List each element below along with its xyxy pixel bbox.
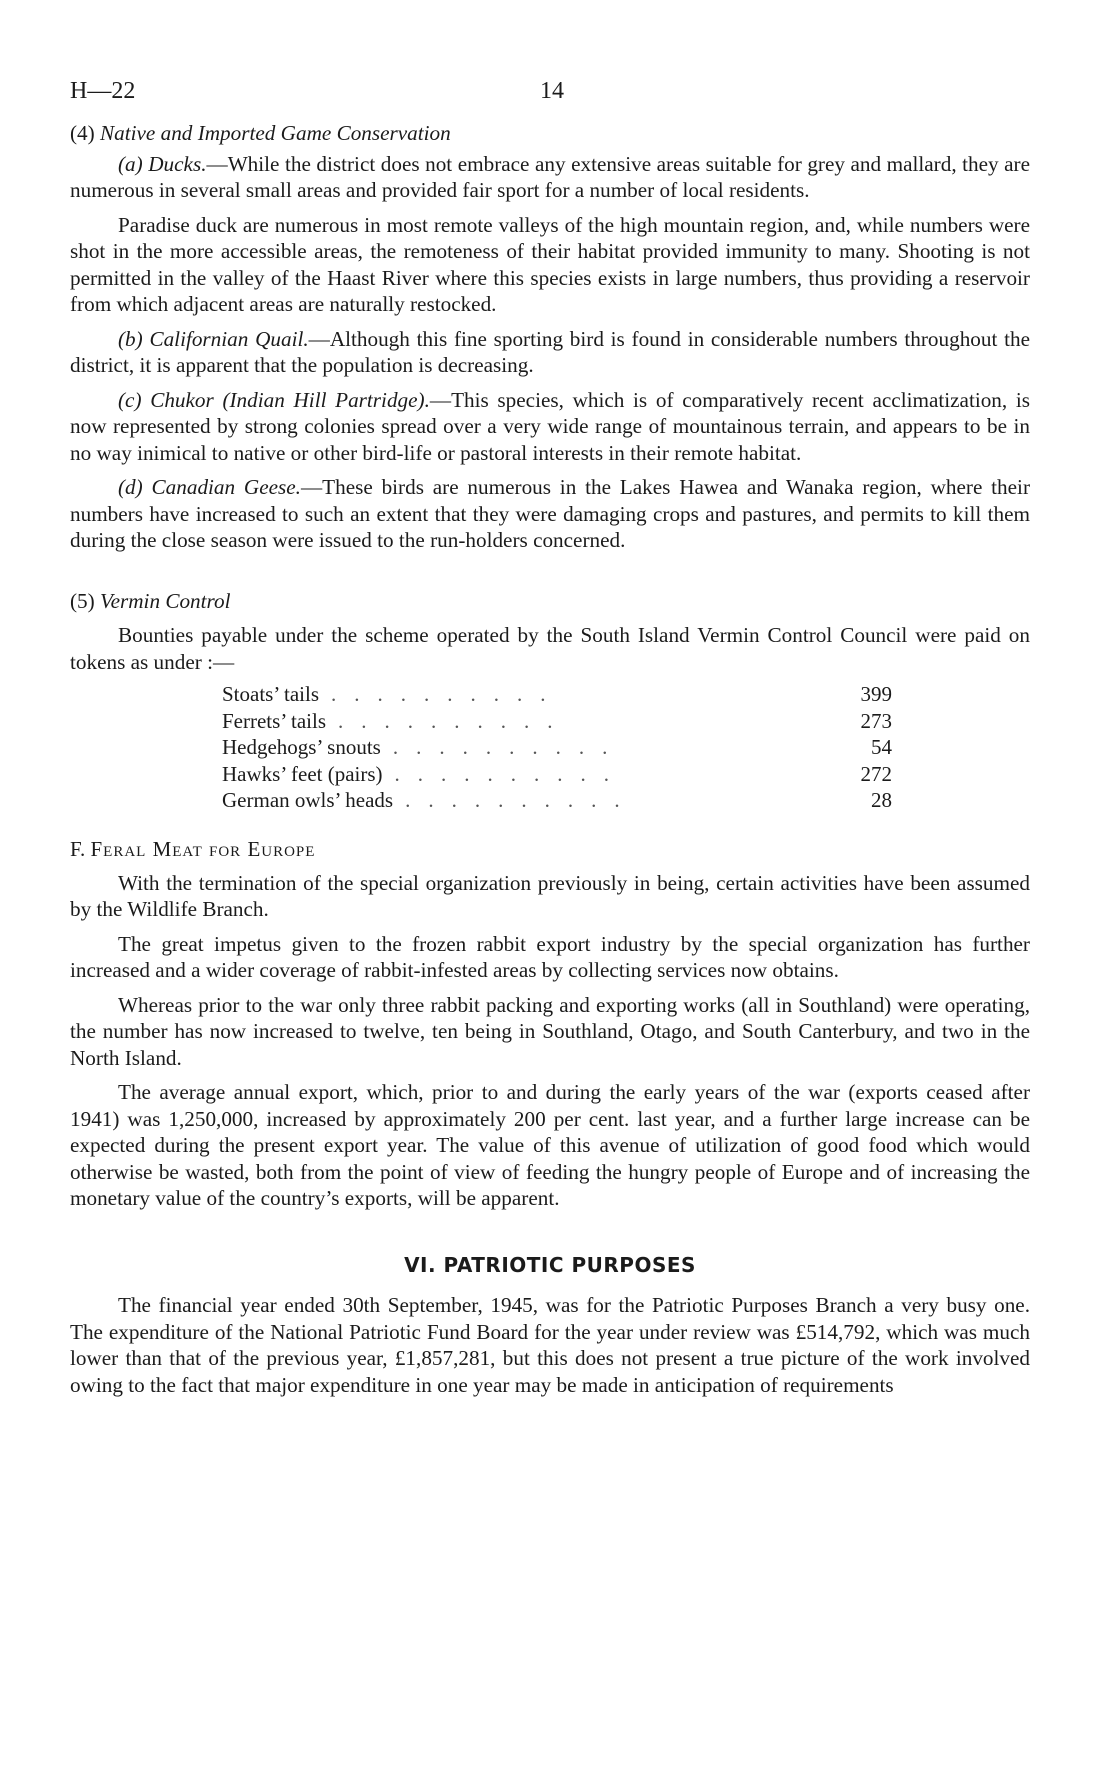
list-item: [222, 681, 892, 708]
page-number: 14: [540, 78, 564, 104]
item-title: Californian Quail.: [149, 326, 309, 351]
item-text: —Although this fine sporting bird is found in considerable numbers throughout the district, it is apparent that the population is decreasing.: [70, 326, 1030, 377]
page-header: [70, 78, 1030, 112]
item-text: —While the district does not embrace any extensive areas suitable for grey and mallard, they are numerous in several small areas and provided fair sport for a number of local residents.: [70, 151, 1031, 202]
item-label: (c): [118, 387, 142, 412]
patriotic-paragraph: The financial year ended 30th September, 1945, was for the Patriotic Purposes Branch a very busy one. The expenditure of the National Patriotic Fund Board for the year under review was £514,792, which was much lower than that of the previous year, £1,857,281, but this does not present a true picture of the work involved owing to the fact that major expenditure in one year may be made in anticipation of requirements: [70, 1293, 1030, 1397]
token-count: 273: [860, 708, 892, 733]
token-label: Ferrets’ tails: [222, 708, 326, 733]
leader-dots: ..........: [392, 735, 626, 759]
item-label: (b): [118, 326, 143, 351]
feral-meat-heading: [70, 836, 1030, 862]
body-text: [70, 120, 1030, 1398]
item-label: (d): [118, 475, 143, 499]
ducks-paragraph: [70, 151, 1030, 204]
chukor-paragraph: [70, 387, 1030, 467]
vermin-control-heading: [70, 588, 1030, 615]
item-title: Canadian Geese.: [151, 475, 301, 499]
token-count: 272: [860, 761, 892, 786]
heading-letter: F.: [70, 836, 86, 861]
item-text: —This species, which is of comparatively recent acclimatization, is now represented by strong colonies spread over a very wide range of mountainous terrain, and appears to be in no way inimical to native or other bird-life or pastoral interests in their remote habitat.: [70, 387, 1031, 465]
token-label: Hedgehogs’ snouts: [222, 735, 381, 759]
feral-paragraph: Whereas prior to the war only three rabbit packing and exporting works (all in Southland) were operating, the number has now increased to twelve, ten being in Southland, Otago, and South Canterbury, and two in the North Island.: [70, 992, 1030, 1070]
token-count: 28: [871, 788, 892, 812]
leader-dots: ..........: [394, 761, 628, 786]
item-title: Chukor (Indian Hill Partridge).: [150, 387, 430, 412]
heading-number: (4): [70, 121, 95, 145]
feral-paragraph: The average annual export, which, prior to and during the early years of the war (exports ceased after 1941) was 1,250,000, increased by approximately 200 per cent. last year, and a further large increase can be expected during the present export year. The value of this avenue of utilization of good food which would otherwise be wasted, both from the point of view of feeding the hungry people of Europe and of increasing the monetary value of the country’s exports, will be apparent.: [70, 1080, 1030, 1210]
item-title: Ducks.: [148, 151, 207, 176]
leader-dots: ..........: [405, 788, 638, 812]
list-item: [222, 761, 892, 788]
vermin-intro-paragraph: Bounties payable under the scheme operated by the South Island Vermin Control Council were paid on tokens as under :—: [70, 623, 1030, 674]
token-count: 399: [860, 682, 892, 706]
bounty-token-list: [222, 681, 892, 814]
leader-dots: ..........: [331, 682, 564, 706]
list-item: [222, 708, 892, 735]
item-text: —These birds are numerous in the Lakes Hawea and Wanaka region, where their numbers have increased to such an extent that they were damaging crops and pastures, and permits to kill them during the close season were issued to the run-holders concerned.: [70, 475, 1030, 552]
patriotic-purposes-title: VI. PATRIOTIC PURPOSES: [404, 1252, 696, 1277]
game-conservation-heading: [70, 120, 1030, 147]
token-count: 54: [871, 735, 892, 759]
token-label: Stoats’ tails: [222, 682, 320, 706]
item-label: (a): [118, 151, 143, 176]
feral-paragraph: The great impetus given to the frozen rabbit export industry by the special organization has further increased and a wider coverage of rabbit-infested areas by collecting services now obtains.: [70, 931, 1030, 982]
heading-number: (5): [70, 588, 95, 613]
token-label: German owls’ heads: [222, 788, 394, 812]
leader-dots: ..........: [338, 708, 571, 733]
list-item: [222, 734, 892, 761]
list-item: [222, 787, 892, 814]
paradise-duck-paragraph: Paradise duck are numerous in most remote valleys of the high mountain region, and, while numbers were shot in the more accessible areas, the remoteness of their habitat provided immunity to many. Shooting is not permitted in the valley of the Haast River where this species exists in large numbers, thus providing a reservoir from which adjacent areas are naturally restocked.: [70, 212, 1030, 316]
report-code: H—22: [70, 78, 136, 104]
heading-title: Native and Imported Game Conservation: [100, 121, 451, 145]
token-label: Hawks’ feet (pairs): [222, 761, 383, 786]
heading-title: Feral Meat for Europe: [90, 836, 316, 861]
feral-paragraph: With the termination of the special organization previously in being, certain activities have been assumed by the Wildlife Branch.: [70, 870, 1030, 921]
document-page: [70, 78, 1030, 1398]
quail-paragraph: [70, 326, 1030, 379]
geese-paragraph: [70, 474, 1030, 554]
heading-title: Vermin Control: [100, 588, 231, 613]
